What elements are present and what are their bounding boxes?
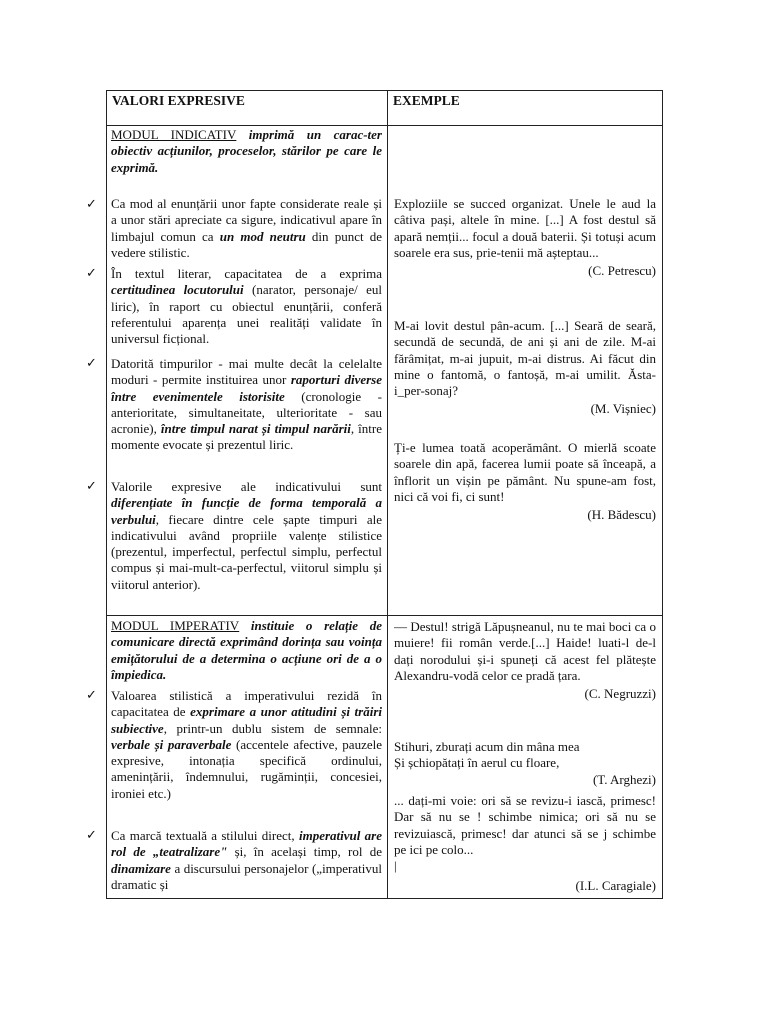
indicativ-example-1: Exploziile se succed organizat. Unele le aud la câtiva pași, altele în mine. [...] A fost destul să apară nemții... focul a două baterii. Și totuși acum soarele era sus, prie-tenii mă așteptau... (C. Petrescu) [394, 196, 656, 279]
header-valori: VALORI EXPRESIVE [112, 93, 245, 108]
check-icon: ✓ [86, 265, 97, 280]
check-icon: ✓ [86, 478, 97, 493]
indicativ-point-4: Valorile expresive ale indicativului sunt diferențiate în funcție de forma temporală a verbului, fiecare dintre cele șapte timpuri ale indicativului având propriile valențe stilistice (prezentul, imperfectul, perfectul simplu, perfectul compus și mai-mult-ca-perfectul, viitorul simplu și viitorul anterior). [111, 479, 382, 592]
table-border-left [106, 90, 107, 899]
indicativ-definition: MODUL INDICATIV imprimă un carac-ter obiectiv acțiunilor, proceselor, stărilor pe care le exprimă. [111, 127, 382, 175]
indicativ-point-1: Ca mod al enunțării unor fapte considerate reale și a unor stări apreciate ca sigure, indicativul apare în limbajul comun ca un mod neutru din punct de vedere stilistic. [111, 196, 382, 260]
check-icon: ✓ [86, 827, 97, 842]
header-exemple: EXEMPLE [393, 93, 460, 108]
source-caragiale: (I.L. Caragiale) [575, 878, 656, 893]
table-border-right [662, 90, 663, 899]
source-petrescu: (C. Petrescu) [588, 263, 656, 279]
imperativ-example-1: — Destul! strigă Lăpușneanul, nu te mai boci ca o muiere! fii român verde.[...] Haide! luati-l de-l dați norodului și-i spuneți că acest fel plătește Alexandru-vodă celor ce pradă țara. (C. Negruzzi) [394, 619, 656, 702]
check-icon: ✓ [86, 355, 97, 370]
imperativ-point-2: Ca marcă textuală a stilului direct, imperativul are rol de „teatralizare" și, în același timp, rol de dinamizare a discursului personajelor („imperativul dramatic și [111, 828, 382, 892]
imperativ-example-2: Stihuri, zburați acum din mâna mea Și șchiopătați în aerul cu floare, (T. Arghezi) [394, 739, 656, 787]
imperativ-point-1: Valoarea stilistică a imperativului rezidă în capacitatea de exprimare a unor atitudini și trăiri subiective, printr-un dublu sistem de semnale: verbale și paraverbale (accentele afective, pauzele expresive, intonația specifică ordinului, amenințării, îndemnului, rugăminții, concesiei, ironiei etc.) [111, 688, 382, 801]
indicativ-example-3: Ți-e lumea toată acoperământ. O mierlă scoate soarele din apă, facerea lumii poate să înceapă, a înflorit un vișin pe pământ. Nu spune-am fost, nici că voi fi, ci sunt! (H. Bădescu) [394, 440, 656, 523]
table-border-header [106, 125, 663, 126]
imperativ-example-3: ... dați-mi voie: ori să se revizu-i iască, primesc! Dar să nu se ! schimbe nimica; ori să nu se revizuiască, primesc! dar atunci să se j schimbe pe ici pe colo... | [394, 793, 656, 874]
table-border-top [106, 90, 663, 91]
table-border-center [387, 90, 388, 899]
indicativ-point-2: În textul literar, capacitatea de a exprima certitudinea locutorului (narator, personaje/ eul liric), în raport cu obiectul enunțării, conferă referentului aparența unei realități validate în universul ficțional. [111, 266, 382, 347]
indicativ-example-2: M-ai lovit destul pân-acum. [...] Seară de seară, secundă de secundă, de ani și ani de zile. M-ai fărâmițat, m-ai jupuit, m-ai distrus. Ai făcut din mine o fantomă, o fantoșă, m-ai umilit. Ăsta-i_per-sonaj? (M. Vișniec) [394, 318, 656, 417]
imperativ-definition: MODUL IMPERATIV instituie o relație de comunicare directă exprimând dorința sau voința emițătorului de a determina o acțiune ori de a o împiedica. [111, 618, 382, 682]
source-visniec: (M. Vișniec) [590, 401, 656, 417]
check-icon: ✓ [86, 687, 97, 702]
source-negruzzi: (C. Negruzzi) [584, 686, 656, 702]
source-arghezi: (T. Arghezi) [592, 771, 656, 787]
source-badescu: (H. Bădescu) [587, 507, 656, 523]
table-border-bottom [106, 898, 663, 899]
check-icon: ✓ [86, 196, 97, 211]
indicativ-point-3: Datorită timpurilor - mai multe decât la celelalte moduri - permite instituirea unor raporturi diverse între evenimentele istorisite (cronologie - anterioritate, simultaneitate, ulterioritate - sau acronie), între timpul narat și timpul narării, între momente evocate și prezentul liric. [111, 356, 382, 453]
table-border-mid [106, 615, 663, 616]
